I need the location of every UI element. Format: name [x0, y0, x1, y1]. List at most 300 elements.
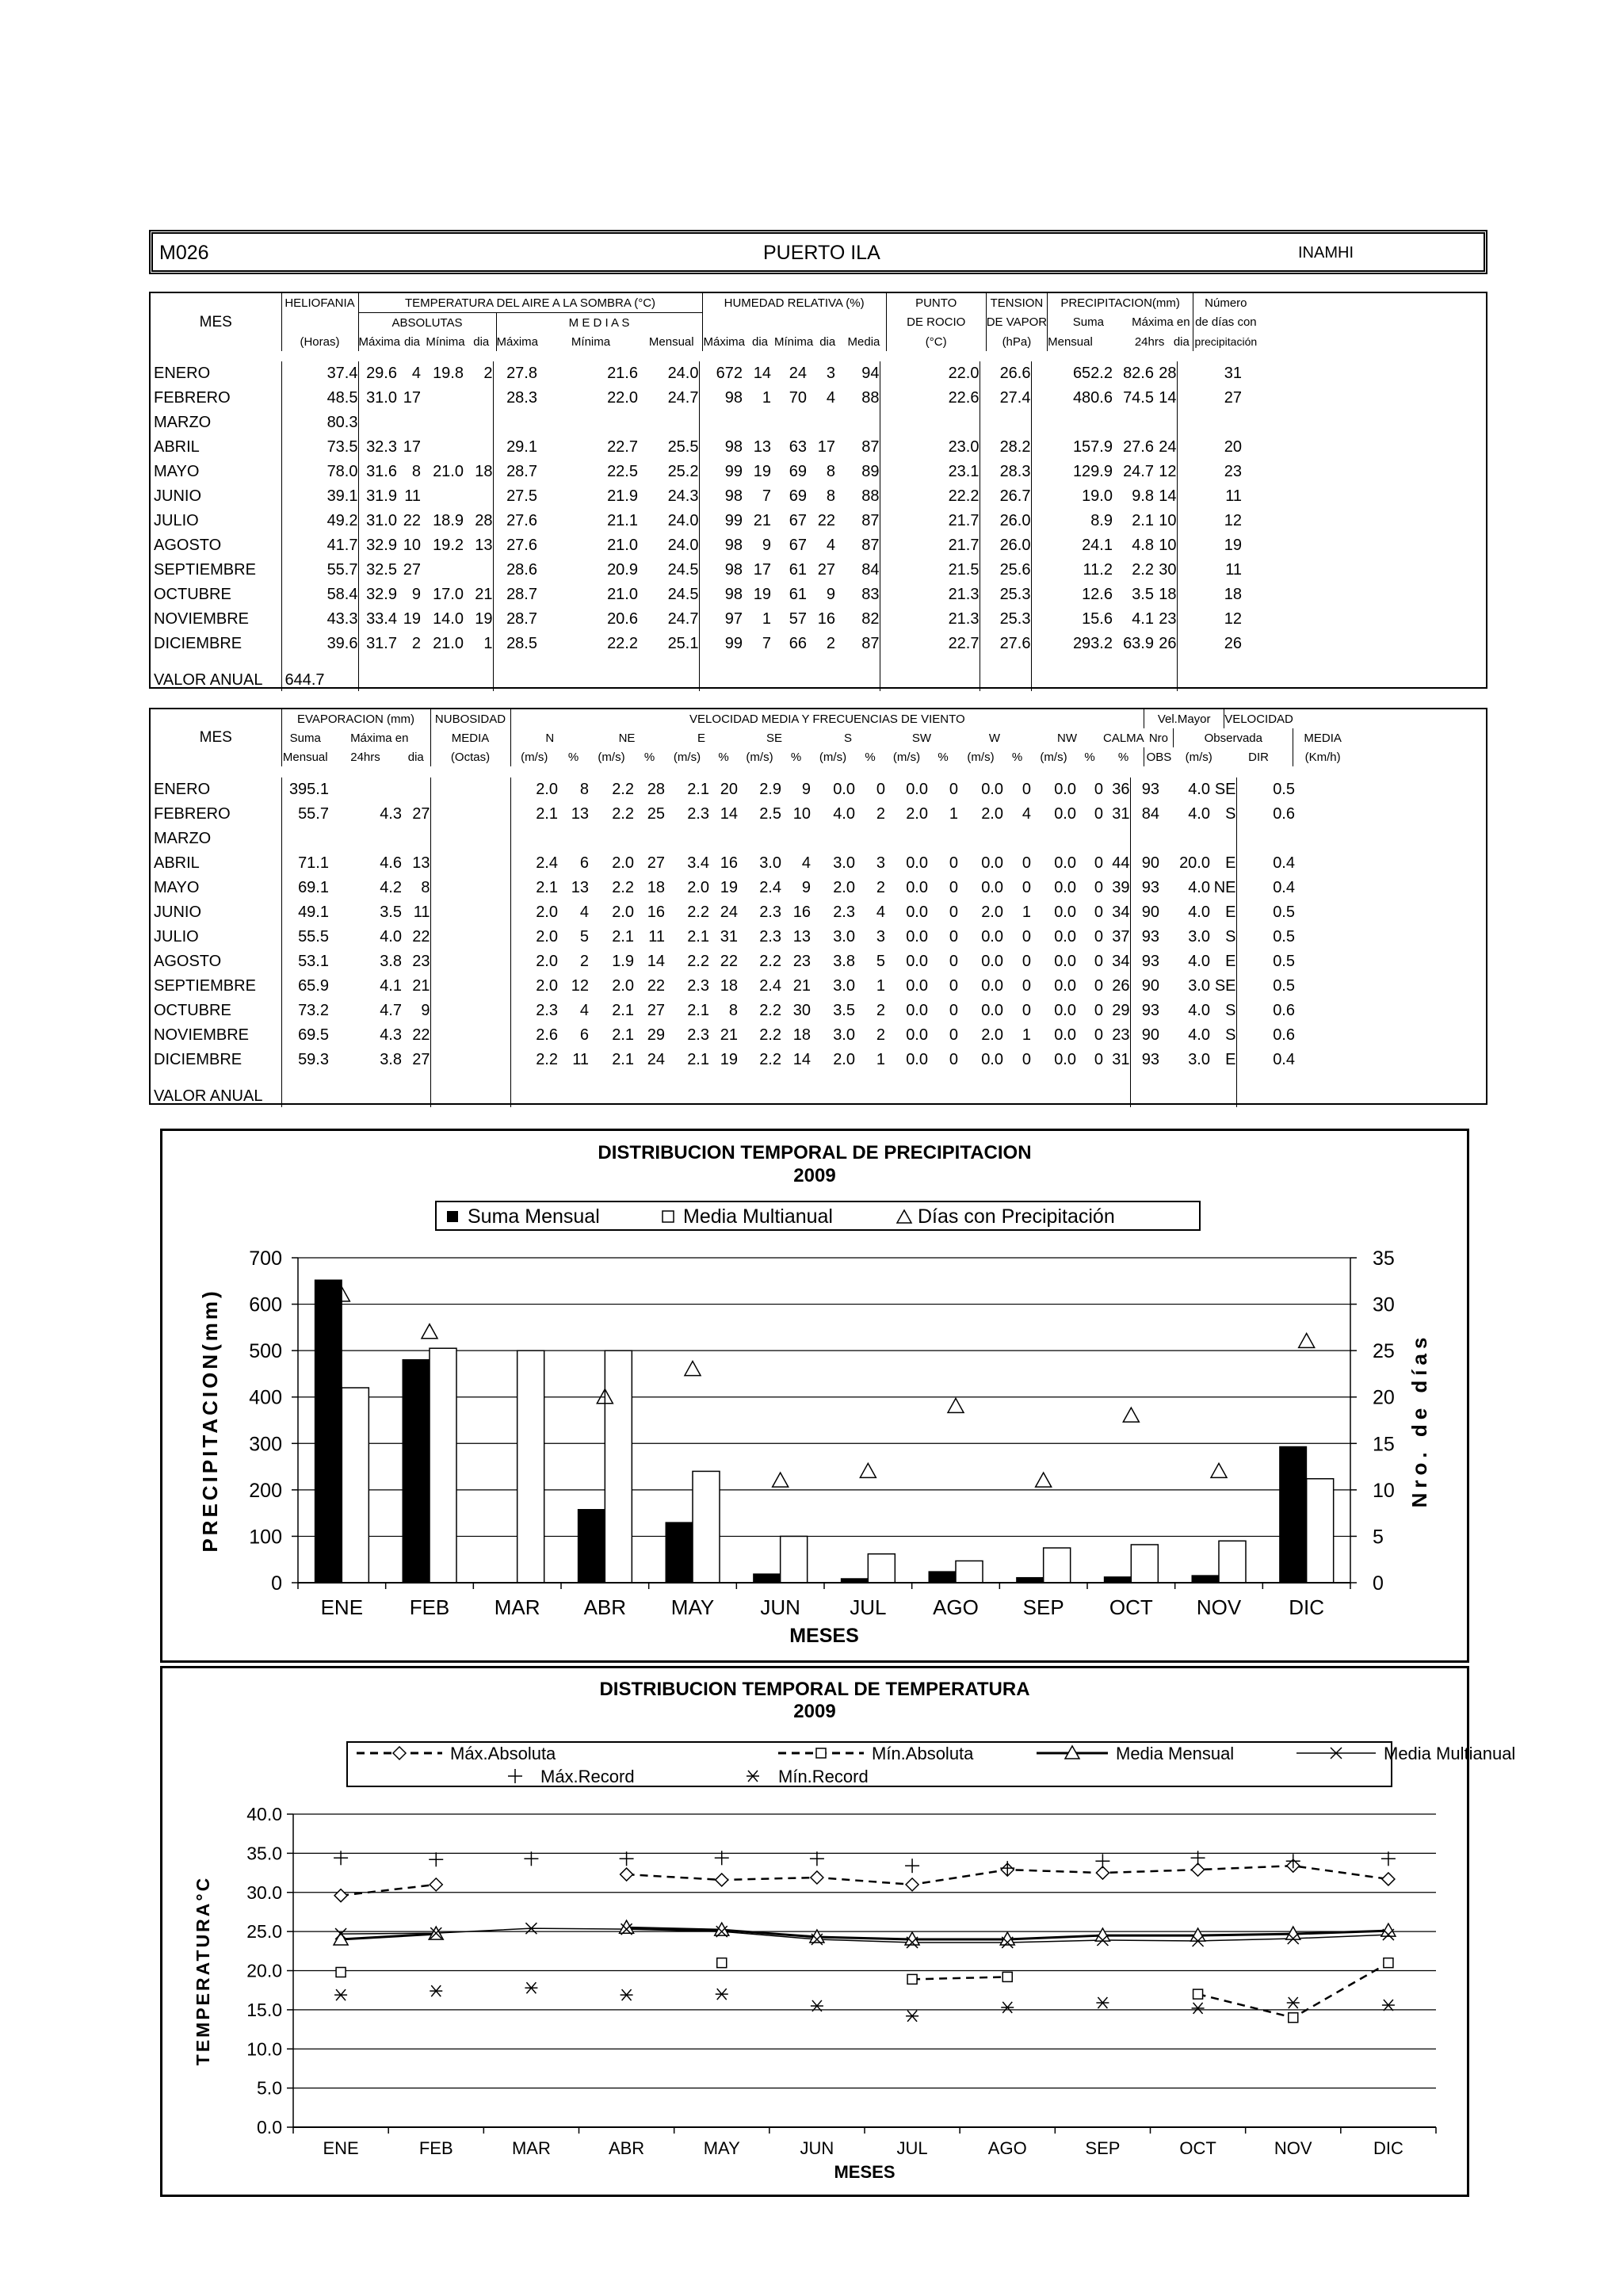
annual-cell — [980, 656, 1031, 691]
bar-suma-mensual — [315, 1280, 342, 1583]
data-cell: 2.3 — [687, 805, 709, 823]
data-cell: 0.0 — [1054, 879, 1076, 896]
data-cell: 26.7 — [980, 484, 1031, 509]
annual-cell — [1113, 656, 1154, 691]
table-row — [151, 974, 1295, 999]
point-dias-precipitacion — [860, 1463, 876, 1477]
data-cell: 0 — [949, 1051, 958, 1068]
data-cell: 74.5 — [1123, 389, 1154, 407]
bar-media-multianual — [517, 1350, 544, 1583]
annual-cell — [743, 656, 771, 691]
y2-tick-label: 5 — [1373, 1526, 1384, 1549]
data-cell: S — [1210, 1023, 1236, 1048]
table-row — [151, 435, 1242, 460]
data-cell — [958, 827, 1003, 851]
header-cell: dia — [819, 334, 836, 349]
data-cell: 4.7 — [380, 1002, 402, 1019]
data-cell: 73.5 — [281, 435, 358, 460]
data-cell: 23 — [402, 949, 430, 974]
data-cell: 22 — [402, 1023, 430, 1048]
data-cell: 2.1 — [687, 781, 709, 798]
data-cell: 63 — [789, 438, 807, 456]
data-cell — [430, 974, 510, 999]
bar-media-multianual — [1219, 1541, 1246, 1583]
data-cell: 20.6 — [607, 610, 638, 628]
data-cell: 13 — [792, 928, 811, 946]
y2-tick-label: 10 — [1373, 1479, 1395, 1502]
month-label: OCTUBRE — [151, 583, 281, 607]
data-cell: 69.1 — [298, 879, 329, 896]
month-label: FEBRERO — [151, 386, 281, 411]
data-cell: 2.2 — [612, 781, 634, 798]
data-cell — [665, 827, 709, 851]
data-cell: 2.3 — [833, 904, 855, 921]
data-cell: 0.0 — [1054, 904, 1076, 921]
data-cell: 69 — [789, 487, 807, 505]
data-cell: 24.5 — [638, 558, 699, 583]
x-tick-label: MAR — [494, 1595, 540, 1619]
month-label: JUNIO — [151, 900, 281, 925]
data-cell: 27.5 — [506, 487, 537, 505]
data-cell: 21.0 — [607, 586, 638, 603]
data-cell: 20 — [1224, 438, 1242, 456]
point-dias-precipitacion — [1123, 1408, 1139, 1422]
data-cell — [558, 827, 589, 851]
data-cell: 21.0 — [607, 537, 638, 554]
data-cell: 27.6 — [506, 512, 537, 529]
data-cell: 0.0 — [981, 854, 1003, 872]
data-cell — [430, 925, 510, 949]
point-min-record — [1096, 1997, 1109, 2008]
data-cell: 27.6 — [980, 632, 1031, 656]
legend-label: Mín.Absoluta — [872, 1744, 974, 1763]
data-cell: 19 — [403, 610, 421, 628]
x-tick-label: NOV — [1274, 2138, 1312, 2158]
data-cell: 0 — [949, 1002, 958, 1019]
precipitation-chart — [160, 1129, 1469, 1663]
data-cell: 11 — [648, 928, 665, 946]
header-cell: Máxima en — [329, 728, 430, 747]
data-cell: 4 — [579, 904, 589, 921]
month-label: MARZO — [151, 411, 281, 435]
station-header — [149, 230, 1487, 274]
bar-media-multianual — [342, 1388, 369, 1583]
data-cell: 22.7 — [880, 632, 980, 656]
bar-suma-mensual — [403, 1360, 430, 1583]
annual-cell — [358, 656, 397, 691]
data-cell: 0 — [1094, 805, 1103, 823]
header-cell: MEDIA — [430, 728, 510, 747]
data-cell: 4.3 — [380, 1026, 402, 1044]
data-cell: 31.0 — [366, 512, 397, 529]
temperature-chart-subtitle: 2009 — [793, 1701, 836, 1722]
data-cell: 22.2 — [607, 635, 638, 652]
data-cell: 10 — [1154, 509, 1177, 533]
data-cell: 13 — [402, 851, 430, 876]
annual-cell — [1130, 1072, 1159, 1107]
data-cell: 24.1 — [1082, 537, 1113, 554]
x-tick-label: MAY — [670, 1595, 715, 1619]
header-cell: TEMPERATURA DEL AIRE A LA SOMBRA (°C) — [358, 293, 702, 313]
data-cell: 28.7 — [506, 463, 537, 480]
x-tick-label: MAY — [703, 2138, 740, 2158]
data-cell: 0 — [1094, 781, 1103, 798]
data-cell: 30 — [792, 1002, 811, 1019]
data-cell: 21.3 — [880, 583, 980, 607]
data-cell: E — [1210, 900, 1236, 925]
header-cell: (m/s) — [1040, 750, 1067, 764]
bar-media-multianual — [956, 1561, 983, 1583]
header-cell: (hPa) — [986, 332, 1047, 351]
annual-cell — [855, 1072, 885, 1107]
data-cell: 4.6 — [380, 854, 402, 872]
data-cell: 27.8 — [506, 365, 537, 382]
data-cell: 98 — [724, 537, 743, 554]
data-cell: 44 — [1103, 851, 1130, 876]
header-cell: E — [697, 731, 705, 745]
data-cell: 4 — [826, 389, 835, 407]
data-cell: 98 — [724, 487, 743, 505]
data-cell: 1 — [876, 1051, 885, 1068]
data-cell: 63.9 — [1123, 635, 1154, 652]
data-cell — [885, 827, 928, 851]
data-cell: 87 — [835, 509, 880, 533]
x-axis-title: MESES — [789, 1625, 859, 1647]
data-cell: 3.5 — [833, 1002, 855, 1019]
data-cell: 19 — [1224, 537, 1242, 554]
x-tick-label: AGO — [933, 1595, 979, 1619]
data-cell: 30 — [1154, 558, 1177, 583]
data-cell: 69.5 — [298, 1026, 329, 1044]
data-cell: 18.9 — [433, 512, 464, 529]
header-cell: Mínima — [571, 334, 611, 349]
data-cell: 88 — [835, 386, 880, 411]
data-cell: 2.0 — [981, 904, 1003, 921]
annual-cell — [329, 1072, 402, 1107]
data-cell: 9.8 — [1132, 487, 1154, 505]
table-row — [151, 361, 1242, 386]
point-min-record — [716, 1988, 728, 2000]
data-cell: 98 — [724, 438, 743, 456]
data-cell: 26 — [1224, 635, 1242, 652]
data-cell: 12 — [1224, 512, 1242, 529]
data-cell: 0 — [1022, 1051, 1031, 1068]
y-tick-label: 100 — [249, 1526, 282, 1549]
data-cell: 29.6 — [366, 365, 397, 382]
month-label: JULIO — [151, 925, 281, 949]
data-cell: 14 — [647, 953, 665, 970]
data-cell: 26.0 — [980, 533, 1031, 558]
data-cell — [397, 411, 421, 435]
data-cell: 0.0 — [981, 1002, 1003, 1019]
month-label: MAYO — [151, 460, 281, 484]
data-cell: 26.0 — [980, 509, 1031, 533]
data-cell — [358, 411, 397, 435]
data-cell: 2.4 — [759, 879, 781, 896]
data-cell — [464, 411, 493, 435]
data-cell: 2.0 — [833, 879, 855, 896]
data-cell: 28 — [647, 781, 665, 798]
point-min-record — [1382, 2000, 1395, 2011]
data-cell: 0.0 — [833, 781, 855, 798]
data-cell — [493, 411, 537, 435]
data-cell: 22.5 — [607, 463, 638, 480]
data-cell — [638, 411, 699, 435]
data-cell: 19 — [753, 463, 771, 480]
table-row — [151, 900, 1295, 925]
data-cell: 28 — [464, 509, 493, 533]
data-cell: 19 — [720, 1051, 738, 1068]
data-cell: 0.0 — [906, 928, 928, 946]
data-cell: 9 — [801, 879, 811, 896]
data-cell — [1210, 827, 1236, 851]
data-cell: 78.0 — [281, 460, 358, 484]
data-cell: 67 — [789, 512, 807, 529]
data-cell: 25.2 — [638, 460, 699, 484]
data-cell: 0.0 — [906, 1002, 928, 1019]
data-cell: 90 — [1141, 854, 1159, 872]
table1-body — [151, 361, 1242, 691]
table-row — [151, 583, 1242, 607]
data-cell — [329, 827, 402, 851]
data-cell: 22.2 — [880, 484, 980, 509]
data-cell: 0.6 — [1273, 1026, 1295, 1044]
month-label: SEPTIEMBRE — [151, 558, 281, 583]
header-cell: Máxima — [703, 334, 746, 349]
data-cell: 0.5 — [1273, 928, 1295, 946]
data-cell — [537, 411, 638, 435]
data-cell: 0.5 — [1273, 781, 1295, 798]
data-cell — [743, 411, 771, 435]
data-cell: 3.0 — [833, 928, 855, 946]
data-cell: 17 — [817, 438, 835, 456]
data-cell: 73.2 — [298, 1002, 329, 1019]
header-cell: DIR — [1224, 747, 1293, 766]
data-cell: 3.4 — [687, 854, 709, 872]
data-cell: 672 — [716, 365, 743, 382]
data-cell — [430, 827, 510, 851]
y-tick-label: 200 — [249, 1479, 282, 1502]
header-cell: precipitación — [1194, 335, 1258, 348]
data-cell: 31 — [1103, 802, 1130, 827]
data-cell: 0 — [1094, 977, 1103, 995]
temperature-chart — [160, 1666, 1516, 2197]
data-cell: 28.2 — [980, 435, 1031, 460]
data-cell: 39.1 — [281, 484, 358, 509]
data-cell: 2.2 — [759, 953, 781, 970]
data-cell: 9 — [762, 537, 771, 554]
data-cell: 25.6 — [980, 558, 1031, 583]
data-cell — [880, 411, 980, 435]
month-label: JULIO — [151, 509, 281, 533]
data-cell — [430, 777, 510, 802]
data-cell: 4.8 — [1132, 537, 1154, 554]
station-code: M026 — [159, 242, 209, 264]
data-cell: 17 — [403, 389, 421, 407]
point-max-absoluta — [1096, 1866, 1109, 1879]
data-cell: 10 — [792, 805, 811, 823]
header-cell: Vel.Mayor — [1144, 709, 1224, 728]
header-cell: PRECIPITACION(mm) — [1048, 293, 1193, 313]
point-max-absoluta — [716, 1874, 728, 1886]
data-cell — [709, 827, 738, 851]
data-cell: 37 — [1103, 925, 1130, 949]
data-cell: 0 — [949, 854, 958, 872]
data-cell: 93 — [1141, 781, 1159, 798]
data-cell — [421, 435, 464, 460]
y-axis-title: PRECIPITACION(mm) — [198, 1288, 222, 1553]
data-cell: 14 — [1154, 386, 1177, 411]
data-cell: 32.9 — [366, 586, 397, 603]
data-cell: 4 — [876, 904, 885, 921]
x-tick-label: ENE — [320, 1595, 364, 1619]
data-cell: 55.7 — [281, 558, 358, 583]
header-cell: Máxima — [496, 334, 539, 349]
data-cell: 2.3 — [759, 928, 781, 946]
header-cell: (m/s) — [598, 750, 625, 764]
data-cell: 14 — [792, 1051, 811, 1068]
data-cell: 29 — [647, 1026, 665, 1044]
annual-cell — [1076, 1072, 1103, 1107]
data-cell: 25.3 — [980, 583, 1031, 607]
data-cell: 23.0 — [880, 435, 980, 460]
point-dias-precipitacion — [1036, 1473, 1052, 1487]
annual-cell — [638, 656, 699, 691]
point-dias-precipitacion — [1211, 1463, 1227, 1477]
data-cell: 97 — [724, 610, 743, 628]
data-cell: 13 — [571, 805, 589, 823]
data-cell: 18 — [1224, 586, 1242, 603]
data-cell — [1103, 827, 1130, 851]
point-min-absoluta — [1289, 2013, 1298, 2023]
data-cell: 293.2 — [1072, 635, 1113, 652]
bar-suma-mensual — [578, 1510, 605, 1583]
data-cell: 98 — [724, 389, 743, 407]
data-cell: 21.0 — [433, 635, 464, 652]
header-cell: (m/s) — [746, 750, 773, 764]
data-cell: 31.7 — [366, 635, 397, 652]
data-cell: 0.5 — [1273, 904, 1295, 921]
data-cell: 4 — [1022, 805, 1031, 823]
data-cell: 21.0 — [433, 463, 464, 480]
data-cell: 24.7 — [638, 607, 699, 632]
x-axis-title: MESES — [834, 2162, 896, 2182]
data-cell: 8 — [579, 781, 589, 798]
header-cell: % — [938, 750, 949, 764]
data-cell: 28.3 — [980, 460, 1031, 484]
data-cell: 93 — [1141, 953, 1159, 970]
x-tick-label: OCT — [1179, 2138, 1216, 2158]
temperature-chart-title: DISTRIBUCION TEMPORAL DE TEMPERATURA — [599, 1679, 1030, 1700]
header-cell: de días con — [1195, 315, 1257, 330]
data-cell: 8 — [728, 1002, 738, 1019]
y-tick-label: 35.0 — [246, 1843, 282, 1864]
data-cell: 93 — [1141, 1051, 1159, 1068]
data-cell: 48.5 — [281, 386, 358, 411]
header-cell: Nro — [1144, 728, 1174, 747]
data-cell — [1031, 827, 1076, 851]
data-cell: 12 — [1154, 460, 1177, 484]
y-tick-label: 300 — [249, 1433, 282, 1456]
bar-suma-mensual — [1192, 1576, 1219, 1583]
data-cell: 20 — [720, 781, 738, 798]
legend-item — [897, 1205, 1115, 1228]
y-tick-label: 500 — [249, 1340, 282, 1363]
header-cell: MEDIA — [1304, 731, 1342, 745]
data-cell: 0 — [1094, 879, 1103, 896]
station-name: PUERTO ILA — [763, 242, 880, 264]
data-cell: S — [1210, 999, 1236, 1023]
bar-suma-mensual — [929, 1572, 956, 1583]
annual-cell — [781, 1072, 811, 1107]
data-cell: 0 — [949, 977, 958, 995]
data-cell: 23 — [1103, 1023, 1130, 1048]
data-cell — [329, 777, 402, 802]
data-cell: 4.0 — [380, 928, 402, 946]
data-cell: SE — [1210, 777, 1236, 802]
data-cell: 16 — [720, 854, 738, 872]
point-dias-precipitacion — [1299, 1333, 1315, 1347]
data-cell: 21.3 — [880, 607, 980, 632]
bar-suma-mensual — [666, 1522, 693, 1583]
data-cell: 43.3 — [281, 607, 358, 632]
header-cell: MES — [151, 728, 281, 747]
data-cell: 90 — [1141, 904, 1159, 921]
month-label: DICIEMBRE — [151, 632, 281, 656]
data-cell: 0 — [1022, 879, 1031, 896]
header-cell — [151, 332, 281, 351]
annual-cell — [402, 1072, 430, 1107]
y-axis-title: TEMPERATURA°C — [193, 1875, 213, 2066]
table-row — [151, 386, 1242, 411]
annual-row — [151, 1072, 1295, 1107]
data-cell: 21 — [792, 977, 811, 995]
data-cell: 36 — [1103, 777, 1130, 802]
annual-cell — [464, 656, 493, 691]
data-cell: 41.7 — [281, 533, 358, 558]
data-cell: 65.9 — [298, 977, 329, 995]
data-cell: 19.2 — [433, 537, 464, 554]
table-row — [151, 851, 1295, 876]
x-tick-label: SEP — [1085, 2138, 1121, 2158]
data-cell: 0.0 — [906, 854, 928, 872]
data-cell: 3.5 — [380, 904, 402, 921]
table1-header — [151, 293, 1258, 351]
legend-label: Media Multianual — [1384, 1744, 1516, 1763]
header-cell: % — [1103, 747, 1144, 766]
line-max-absoluta — [341, 1885, 436, 1896]
data-cell: 0.0 — [906, 781, 928, 798]
data-cell: 2.9 — [759, 781, 781, 798]
y2-tick-label: 35 — [1373, 1247, 1395, 1270]
data-cell — [811, 827, 855, 851]
data-cell: 21.1 — [607, 512, 638, 529]
point-min-absoluta — [717, 1958, 727, 1968]
data-cell: 3 — [826, 365, 835, 382]
data-cell: SE — [1210, 974, 1236, 999]
data-cell: 11 — [402, 900, 430, 925]
table-row — [151, 949, 1295, 974]
data-cell: 1 — [464, 632, 493, 656]
data-cell: 24 — [1154, 435, 1177, 460]
point-dias-precipitacion — [422, 1324, 437, 1339]
data-cell: 11.2 — [1083, 561, 1113, 579]
header-cell: M E D I A S — [496, 313, 702, 333]
data-cell: 20.9 — [607, 561, 638, 579]
month-label: NOVIEMBRE — [151, 1023, 281, 1048]
data-cell: 0 — [1094, 953, 1103, 970]
header-cell — [151, 747, 281, 766]
